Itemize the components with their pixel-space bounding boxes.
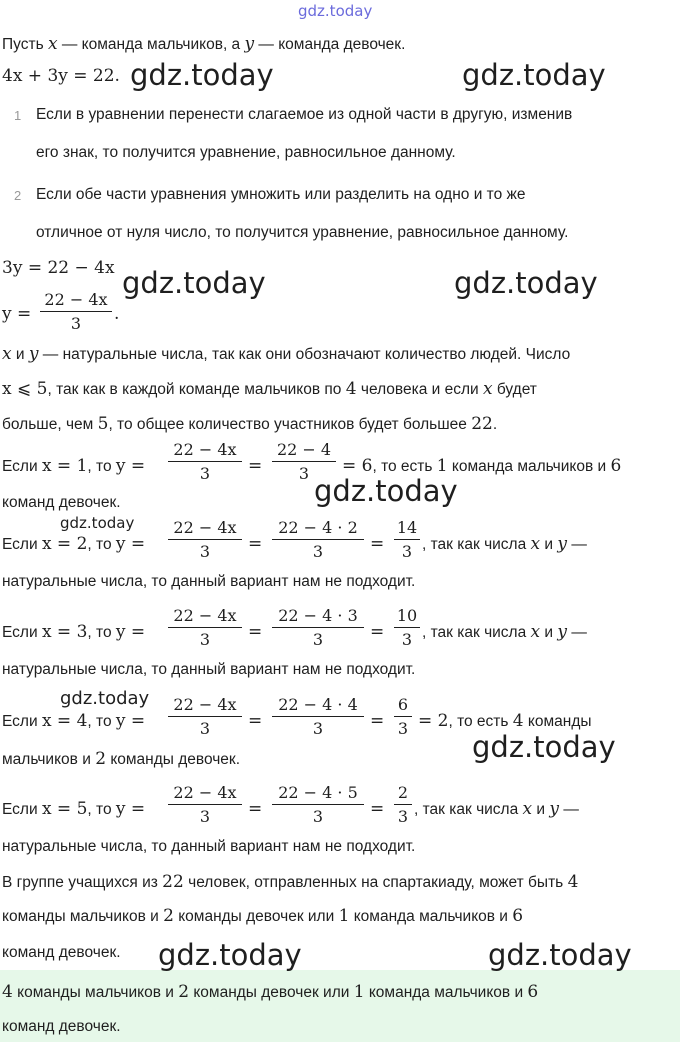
case-head [2,711,145,731]
numerator: 22 − 4x [173,440,237,459]
text: команды девочек. [106,751,241,768]
equals: = [248,711,263,731]
intro-text-b: — команда мальчиков, а [57,36,245,53]
rule-text-line1: Если обе части уравнения умножить или разделить на одно и то же [36,186,526,203]
text: , то есть [372,458,437,475]
y-equals: y = [115,799,146,819]
equals: = [248,456,263,476]
answer-line2: команд девочек. [2,1018,121,1035]
fraction-1 [168,440,242,484]
text: , то есть [448,713,513,730]
equals: = [248,534,263,554]
text: команды [523,713,592,730]
watermark: gdz.today [472,730,616,764]
y-equals: y = [115,456,146,476]
case-head [2,622,145,642]
denominator: 3 [401,630,413,649]
rule-number: 1 [14,108,22,123]
fraction-1 [168,695,242,739]
var-y: y [244,34,255,54]
text: , так как числа [422,624,531,641]
watermark-top: gdz.today [298,2,373,20]
fraction-3 [394,518,420,562]
numerator: 14 [396,518,418,537]
condition: x = 5 [41,799,88,819]
denominator: 3 [298,464,310,483]
rule-text-line1: Если в уравнении перенести слагаемое из одной части в другую, изменив [36,106,573,123]
intro-text-a: Пусть [2,36,48,53]
case-line2: команд девочек. [2,494,121,511]
text: , так как числа [422,536,531,553]
watermark: gdz.today [314,474,458,508]
fraction-2 [272,518,364,562]
text: — [559,801,579,818]
text: , то [87,713,116,730]
var-y: y [28,344,39,364]
case-head [2,799,145,819]
denominator: 3 [312,807,324,826]
fraction-2 [272,606,364,650]
number: 1 [338,906,350,926]
intro-line [2,34,405,54]
var-y: y [557,622,568,642]
equals: = [370,534,385,554]
number: 22 [162,872,184,892]
denominator: 3 [199,719,211,738]
condition: x = 3 [41,622,88,642]
text: и [540,536,558,553]
text: Если [2,624,42,641]
equals: = [248,622,263,642]
var-x: x [2,344,12,364]
number: 6 [610,456,622,476]
case-head [2,534,145,554]
numerator: 22 − 4 · 5 [278,783,358,802]
text: В группе учащихся из [2,874,163,891]
var-x: x [530,534,541,554]
derivation-fraction [40,290,112,334]
text: команда мальчиков и [349,908,513,925]
equals: = [370,799,385,819]
fraction-1 [168,783,242,827]
equals: = [248,799,263,819]
var-x: x [530,622,541,642]
answer-box [0,970,680,1042]
text: , то [87,458,116,475]
result: = 2 [418,711,449,731]
rule-text-line2: его знак, то получится уравнение, равносильное данному. [36,144,456,161]
intro-text-c: — команда девочек. [254,36,406,53]
text: , то [87,536,116,553]
condition: x = 1 [41,456,88,476]
var-y: y [557,534,568,554]
number: 5 [97,414,109,434]
text: команды мальчиков и [2,908,164,925]
condition: x ⩽ 5 [2,379,48,399]
y-equals: y = [115,534,146,554]
text: Если [2,536,42,553]
fraction-3 [394,783,412,827]
condition: x = 2 [41,534,88,554]
case-tail [414,799,579,819]
case-line2: натуральные числа, то данный вариант нам не подходит. [2,573,416,590]
number: 2 [178,982,190,1002]
watermark: gdz.today [60,514,135,532]
numerator: 22 − 4x [173,783,237,802]
text: , то общее количество участников будет большее [108,416,472,433]
text: , то [87,801,116,818]
number: 4 [567,872,579,892]
denominator: 3 [312,542,324,561]
text: Если [2,801,42,818]
numerator: 22 − 4x [173,606,237,625]
text: и [540,624,558,641]
var-x: x [482,379,493,399]
denominator: 3 [199,807,211,826]
reasoning-line1 [2,344,570,364]
text: человека и если [356,381,483,398]
case-line2: натуральные числа, то данный вариант нам не подходит. [2,838,416,855]
fraction-1 [168,518,242,562]
condition: x = 4 [41,711,88,731]
result: = 6 [342,456,373,476]
case-tail [422,622,587,642]
fraction-2 [272,783,364,827]
watermark: gdz.today [60,688,150,709]
conclusion-line3: команд девочек. [2,944,121,961]
numerator: 6 [397,695,409,714]
conclusion-line2 [2,906,523,926]
text: , то [87,624,116,641]
number: 1 [436,456,448,476]
fraction-denominator: 3 [70,314,82,333]
numerator: 10 [396,606,418,625]
case-line2 [2,749,240,769]
watermark: gdz.today [488,938,632,972]
number: 1 [353,982,365,1002]
main-equation: 4x + 3y = 22. [2,66,120,86]
case-tail [342,456,621,476]
numerator: 22 − 4 · 2 [278,518,358,537]
answer-line1 [2,982,538,1002]
number: 6 [527,982,539,1002]
case-tail [418,711,592,731]
text: команды девочек или [189,984,354,1001]
fraction-numerator: 22 − 4x [44,290,108,309]
watermark: gdz.today [122,266,266,300]
number: 4 [2,982,13,1002]
number: 4 [512,711,524,731]
case-line2: натуральные числа, то данный вариант нам не подходит. [2,661,416,678]
text: больше, чем [2,416,98,433]
numerator: 22 − 4x [173,518,237,537]
y-equals: y = [115,622,146,642]
denominator: 3 [397,807,409,826]
text: . [492,416,498,433]
number: 2 [95,749,107,769]
rule-number: 2 [14,188,22,203]
number: 4 [345,379,357,399]
numerator: 22 − 4 · 3 [278,606,358,625]
derivation-step2-lhs: y = [2,304,32,324]
watermark: gdz.today [454,266,598,300]
watermark: gdz.today [130,58,274,92]
fraction-1 [168,606,242,650]
numerator: 22 − 4 · 4 [278,695,358,714]
denominator: 3 [312,630,324,649]
numerator: 2 [397,783,409,802]
text: , так как числа [414,801,523,818]
text: Если [2,458,42,475]
var-x: x [47,34,58,54]
reasoning-line2 [2,379,537,399]
number: 22 [471,414,493,434]
text: мальчиков и [2,751,96,768]
denominator: 3 [397,719,409,738]
text: — [567,536,587,553]
number: 2 [163,906,174,926]
y-equals: y = [115,711,146,731]
denominator: 3 [199,464,211,483]
text: — натуральные числа, так как они обозначают количество людей. Число [38,346,571,363]
var-x: x [522,799,533,819]
watermark: gdz.today [462,58,606,92]
equals: = [370,711,385,731]
numerator: 22 − 4x [173,695,237,714]
denominator: 3 [199,630,211,649]
text: команды мальчиков и [12,984,179,1001]
fraction-3 [394,606,420,650]
rule-text-line2: отличное от нуля число, то получится уравнение, равносильное данному. [36,224,569,241]
watermark: gdz.today [158,938,302,972]
denominator: 3 [312,719,324,738]
fraction-3 [394,695,412,739]
text: Если [2,713,42,730]
equals: = [370,622,385,642]
text: , так как в каждой команде мальчиков по [47,381,346,398]
derivation-step1: 3y = 22 − 4x [2,258,115,278]
case-head [2,456,145,476]
text: команда мальчиков и [364,984,528,1001]
fraction-2 [272,695,364,739]
reasoning-line3 [2,414,497,434]
text: — [567,624,587,641]
text: будет [492,381,537,398]
derivation-period: . [114,304,120,324]
var-y: y [549,799,560,819]
text: и [532,801,550,818]
denominator: 3 [199,542,211,561]
case-tail [422,534,587,554]
number: 6 [512,906,524,926]
numerator: 22 − 4 [276,440,332,459]
denominator: 3 [401,542,413,561]
text: команда мальчиков и [447,458,611,475]
conclusion-line1 [2,872,578,892]
text: и [11,346,29,363]
text: команды девочек или [173,908,339,925]
text: человек, отправленных на спартакиаду, может быть [183,874,568,891]
